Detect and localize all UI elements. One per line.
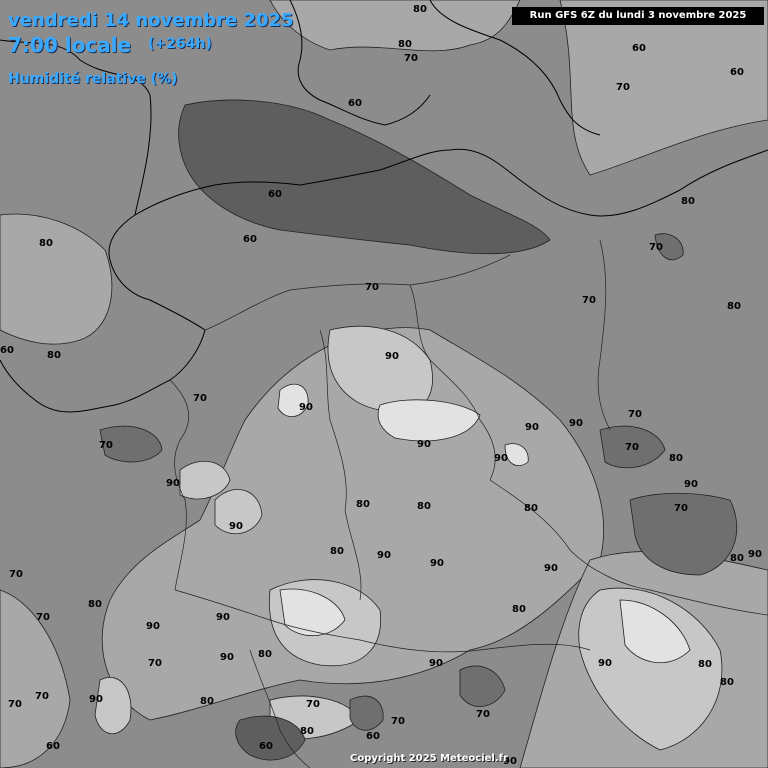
forecast-date: vendredi 14 novembre 2025 — [8, 10, 294, 31]
contour-label: 90 — [229, 521, 243, 532]
contour-label: 70 — [99, 440, 113, 451]
forecast-hour: 7:00 locale — [8, 33, 132, 57]
contour-label: 80 — [681, 196, 695, 207]
rh-zone-low5 — [350, 696, 383, 730]
contour-label: 90 — [748, 549, 762, 560]
run-info-box: Run GFS 6Z du lundi 3 novembre 2025 — [512, 7, 764, 25]
contour-label: 60 — [243, 234, 257, 245]
contour-label: 70 — [674, 503, 688, 514]
contour-label: 60 — [268, 189, 282, 200]
copyright-text: Copyright 2025 Meteociel.fr — [350, 753, 508, 764]
contour-label: 90 — [494, 453, 508, 464]
contour-label: 70 — [582, 295, 596, 306]
contour-label: 90 — [417, 439, 431, 450]
contour-label: 80 — [300, 726, 314, 737]
forecast-offset: (+264h) — [148, 36, 212, 52]
contour-label: 80 — [398, 39, 412, 50]
contour-label: 90 — [216, 612, 230, 623]
contour-label: 80 — [698, 659, 712, 670]
contour-label: 80 — [258, 649, 272, 660]
contour-label: 80 — [669, 453, 683, 464]
contour-label: 90 — [598, 658, 612, 669]
contour-label: 70 — [476, 709, 490, 720]
contour-label: 80 — [720, 677, 734, 688]
contour-label: 80 — [47, 350, 61, 361]
contour-label: 60 — [0, 345, 14, 356]
contour-label: 90 — [429, 658, 443, 669]
contour-label: 90 — [299, 402, 313, 413]
contour-label: 60 — [632, 43, 646, 54]
contour-label: 90 — [377, 550, 391, 561]
contour-label: 90 — [166, 478, 180, 489]
contour-label: 70 — [391, 716, 405, 727]
contour-label: 70 — [36, 612, 50, 623]
contour-label: 80 — [727, 301, 741, 312]
contour-label: 70 — [628, 409, 642, 420]
contour-label: 60 — [348, 98, 362, 109]
contour-label: 70 — [9, 569, 23, 580]
contour-label: 80 — [330, 546, 344, 557]
contour-label: 70 — [306, 699, 320, 710]
contour-label: 60 — [730, 67, 744, 78]
contour-label: 80 — [417, 501, 431, 512]
contour-label: 70 — [649, 242, 663, 253]
contour-label: 70 — [365, 282, 379, 293]
contour-label: 80 — [356, 499, 370, 510]
contour-label: 60 — [46, 741, 60, 752]
contour-label: 70 — [625, 442, 639, 453]
contour-label: 60 — [366, 731, 380, 742]
contour-label: 90 — [544, 563, 558, 574]
contour-label: 70 — [8, 699, 22, 710]
contour-label: 70 — [616, 82, 630, 93]
contour-label: 90 — [220, 652, 234, 663]
contour-label: 80 — [200, 696, 214, 707]
contour-label: 90 — [503, 756, 517, 767]
contour-label: 80 — [730, 553, 744, 564]
contour-label: 80 — [413, 4, 427, 15]
contour-label: 90 — [525, 422, 539, 433]
contour-label: 70 — [193, 393, 207, 404]
contour-label: 90 — [684, 479, 698, 490]
contour-label: 90 — [146, 621, 160, 632]
contour-label: 90 — [569, 418, 583, 429]
contour-label: 70 — [148, 658, 162, 669]
contour-label: 70 — [35, 691, 49, 702]
contour-label: 80 — [512, 604, 526, 615]
parameter-name: Humidité relative (%) — [8, 71, 178, 87]
contour-label: 90 — [385, 351, 399, 362]
contour-label: 80 — [88, 599, 102, 610]
contour-label: 90 — [89, 694, 103, 705]
contour-label: 60 — [259, 741, 273, 752]
contour-label: 80 — [524, 503, 538, 514]
contour-label: 70 — [404, 53, 418, 64]
contour-label: 80 — [39, 238, 53, 249]
contour-label: 90 — [430, 558, 444, 569]
